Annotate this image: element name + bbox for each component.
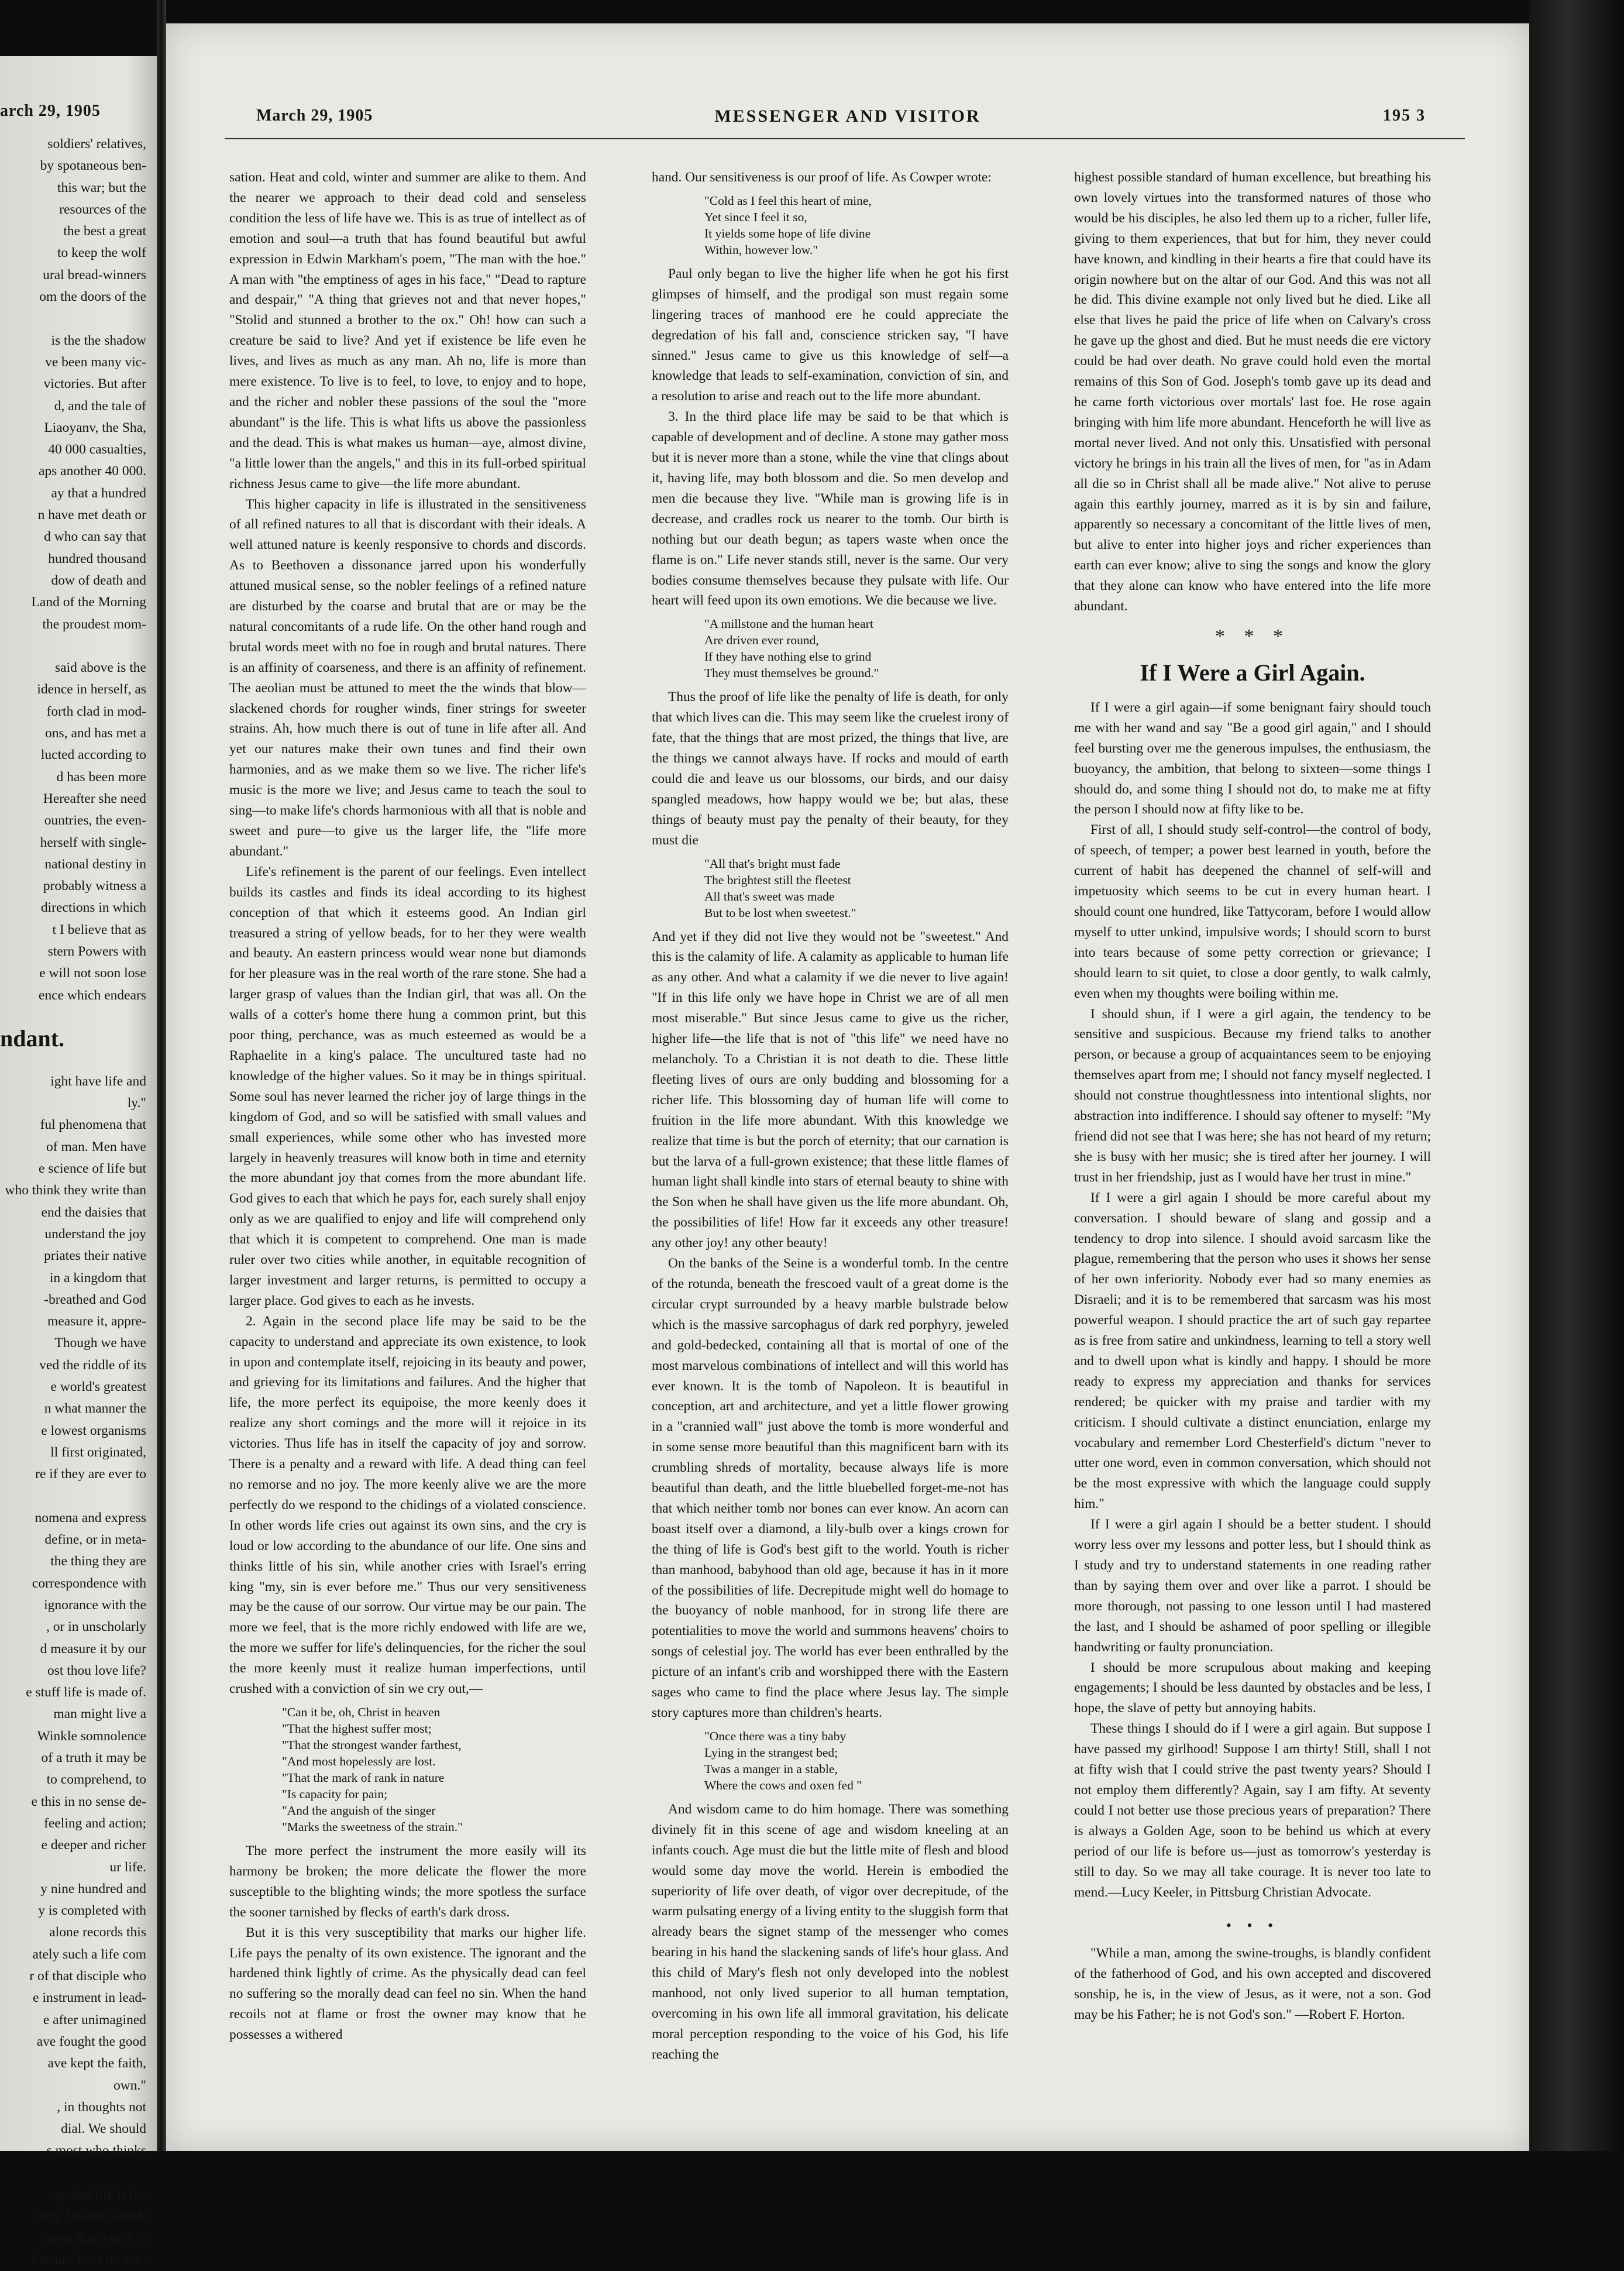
previous-page-edge	[0, 56, 157, 2267]
previous-page-line	[0, 635, 146, 657]
previous-page-line: d, and the tale of	[54, 398, 146, 414]
previous-page-line: ight have life and	[50, 1073, 146, 1089]
previous-page-line: e science of life but	[39, 1161, 146, 1177]
column-1	[229, 167, 586, 2045]
previous-page-line: e deeper and richer	[41, 1837, 146, 1853]
article-paragraph: And yet if they did not live they would not be "sweetest." And this is the calamity of life. A calamity as applicable to human life as any other. And what a calamity if we die never to live again! "If in this life only we have hope in Christ we are of all men most miserable." But since Jesus came to give us the richer, higher life—the life that is not of "this life" we need have no melancholy. To a Christian it is not death to die. These little fleeting lives of ours are only budding and blossoming for a richer life. This blossoming day of human life will come to fruition in the life more abundant. With this knowledge we realize that time is but the porch of eternity; that our carnation is but the larva of a full-grown existence; that these little flames of human light shall kindle into stars of eternal beauty to shine with the Son when he shall have given us the life more abundant. Oh, the possibilities of life! How far it exceeds any other treasure! any other joy! any other beauty!	[652, 929, 1009, 1251]
article-paragraph: Thus the proof of life like the penalty of life is death, for only that which lives can die. This may seem like the cruelest irony of fate, that the things that are most prized, the things that live, are the things we cannot always have. If rocks and mould of earth could die and leave us our blossoms, our birds, and our daisy spangled meadows, how happy would we be; but alas, these things of beauty must pay the penalty of their beauty, for they must die	[652, 689, 1009, 848]
previous-page-line: e world's greatest	[50, 1379, 146, 1395]
poem-quote	[704, 616, 1009, 681]
article-paragraph: 2. Again in the second place life may be said to be the capacity to understand and appreciate its own existence, to look in upon and contemplate itself, rejoicing in its beauty and power, and grieving for its limitations and failures. And the higher that life, the more perfect its equipoise, the more keenly does it realize any short comings and the more will it rejoice in its victories. Thus life has in itself the capacity of joy and sorrow. There is a penalty and a reward with life. A dead thing can feel no remorse and no joy. The more keenly alive we are the more perfectly do we respond to the chidings of a violated conscience. In other words life cries out against its own sins, and the cry is loud or low according to the abundance of our life. One sins and thinks little of his sin, while another cries with Israel's erring king "my, sin is ever before me." Thus our very sensitiveness may be the cause of our sorrow. Our virtue may be our pain. The more we feel, that is the more richly endowed with life are we, the more we suffer for life's delinquencies, for the richer the soul the more keenly must it realize human imperfections, until crushed with a conviction of sin we cry out,—	[229, 1313, 586, 1697]
section-separator: • • •	[1226, 1917, 1279, 1935]
poem-line: "That the highest suffer most;	[282, 1721, 432, 1736]
masthead-title: MESSENGER AND VISITOR	[714, 106, 981, 126]
previous-page-line: ved the riddle of its	[39, 1357, 146, 1373]
previous-page-line: understand the joy	[44, 1226, 146, 1242]
previous-page-line: njoy. In other words	[35, 2208, 146, 2224]
article-paragraph: These things I should do if I were a girl again. But suppose I have passed my girlhood! Suppose I am thirty! Still, shall I not at fifty wish that I could strive the past twenty years? Should I not employ them differently? Again, say I am fifty. At seventy could I not better use those precious years of preparation? There is always a Golden Age, soon to be behind us which at every period of our life is before us—just as tomorrow's yesterday is still to day. So we may all take courage. It is never too late to mend.—Lucy Keeler, in Pittsburg Christian Advocate.	[1074, 1721, 1431, 1900]
previous-page-line: ost thou love life?	[47, 1662, 146, 1678]
poem-line: "And most hopelessly are lost.	[282, 1754, 436, 1768]
previous-page-line: soldiers' relatives,	[47, 136, 146, 152]
poem-quote	[704, 193, 1009, 258]
previous-page-line: is the the shadow	[51, 332, 146, 348]
previous-page-line: Liaoyanv, the Sha,	[44, 420, 146, 435]
previous-page-line: priates their native	[44, 1248, 146, 1264]
poem-line: "Once there was a tiny baby	[704, 1729, 847, 1743]
previous-page-line: ween that which is	[43, 2230, 146, 2246]
previous-page-line: ll first originated,	[50, 1444, 146, 1460]
previous-page-line: define, or in meta-	[44, 1532, 146, 1548]
header-date: March 29, 1905	[256, 106, 373, 125]
previous-page-line: e stuff life is made of.	[26, 1685, 146, 1700]
previous-page-line: said above is the	[55, 660, 146, 676]
previous-page-line: lucted according to	[40, 747, 146, 763]
previous-page-line: ay that a hundred	[51, 485, 146, 501]
previous-page-line: Winkle somnolence	[37, 1728, 146, 1744]
article-paragraph: I should shun, if I were a girl again, the tendency to be sensitive and suspicious. Because my friend talks to another person, or because a group of acquaintances seem to be enjoying themselves apart from me; I should not fancy myself neglected. I should not construe thoughtlessness into intentional slights, nor abstraction into indifference. I should say oftener to myself: "My friend did not see that I was here; she has not heard of my return; she is busy with her music; she is tired after her journey. I will trust in her friendship, just as I would have her trust in mine."	[1074, 1006, 1431, 1185]
header-rule	[225, 138, 1465, 139]
poem-line: They must themselves be ground."	[704, 666, 879, 681]
previous-page-line: of a truth it may be	[41, 1750, 146, 1766]
article-paragraph: The more perfect the instrument the more easily will its harmony be broken; the more delicate the flower the more susceptible to the blighting winds; the more spotless the surface the sooner tarnished by flecks of earth's dark dross.	[229, 1843, 586, 1920]
page-gutter	[157, 0, 166, 2151]
previous-page-line: r of that disciple who	[29, 1968, 146, 1984]
previous-page-line: n have met death or	[37, 507, 146, 523]
previous-page-line: idence in herself, as	[37, 682, 146, 698]
quote-paragraph: "While a man, among the swine-troughs, is blandly confident of the fatherhood of God, and his own accepted and discovered sonship, he is, in the view of Jesus, as it were, not a son. God may be his Father; he is not God's son." —Robert F. Horton.	[1074, 1946, 1431, 2023]
article-paragraph: I should be more scrupulous about making and keeping engagements; I should be less daunted by obstacles and be less, I hope, the slave of petty but annoying habits.	[1074, 1660, 1431, 1716]
previous-page-line: y nine hundred and	[40, 1881, 146, 1896]
previous-page-line: e this in no sense de-	[31, 1794, 146, 1809]
article-paragraph: Life's refinement is the parent of our feelings. Even intellect builds its castles and finds its ideal according to its highest conception of that which it esteems good. An Indian girl treasured a string of yellow beads, for to her they were wealth and beauty. An eastern princess would wear none but diamonds for her pleasure was in the real worth of the rare stone. She had a larger grasp of values than the Indian girl, that was all. On the walls of a cotter's home there hung a common print, but this poor thing, perchance, was as much esteemed as would be a Raphaelite in a king's palace. The uncultured taste had no knowledge of the higher values. So it may be in things spiritual. Some soul has never learned the richer joy of large things in the kingdom of God, and so will be satisfied with small values and small experiences, while some other who has invested more largely in heavenly treasures will know both in time and eternity the more abundant joy that comes from the more abundant life. God gives to each that which he pays for, each surely shall enjoy only as we are qualified to enjoy and life will comprehend only that which it is competent to comprehend. One man is made ruler over two cities while another, in equitable recognition of larger investment and larger returns, is permitted to occupy a larger place. God gives to each as he invests.	[229, 864, 586, 1308]
previous-page-line: d measure it by our	[40, 1641, 146, 1657]
poem-line: All that's sweet was made	[704, 889, 835, 903]
page-number: 195 3	[1383, 106, 1426, 125]
previous-page-line: to comprehend, to	[46, 1772, 146, 1788]
previous-page-line: ural bread-winners	[43, 267, 146, 283]
previous-page-line: feeling and action;	[44, 1815, 146, 1831]
article-paragraph: 3. In the third place life may be said to be that which is capable of development and of decline. A stone may gather moss but it is never more than a stone, while the vine that clings about it, having life, may both blossom and die. So men develop and men die because they live. "While man is growing life is in decrease, and cradles rock us nearer to the tomb. Our birth is nothing but our death begun; as tapers waste when once the flame is on." Life never stands still, never is the same. Our very bodies consume themselves because they pulsate with life. Our heart will feed upon its own emotions. We die because we live.	[652, 409, 1009, 609]
poem-line: "Can it be, oh, Christ in heaven	[282, 1705, 441, 1719]
poem-line: Yet since I feel it so,	[704, 209, 807, 224]
previous-page-line: ur life.	[109, 1859, 146, 1875]
previous-page-line: herself with single-	[40, 834, 146, 850]
previous-page-line: alone records this	[49, 1925, 146, 1940]
previous-page-line: in a kingdom that	[49, 1270, 146, 1286]
previous-page-line: correspondence with	[32, 1575, 146, 1591]
article-paragraph: And wisdom came to do him homage. There was something divinely fit in this scene of age and wisdom kneeling at an infants couch. Age must die but the little mite of flesh and blood would some day move the world. Herein is embodied the superiority of life over death, of vigor over decrepitude, of the warm pulsating energy of a living entity to the sluggish form that already bears the signet stamp of the messenger who comes bearing in his hand the slackening sands of life's hour glass. And this child of Mary's flesh not only developed into the noblest manhood, not only lived superior to all human temptation, overcoming in his own life all immoral gravitation, his delicate moral perception responding to the voice of his God, his life reaching the	[652, 1801, 1009, 2062]
previous-page-line: Though we have	[54, 1335, 146, 1351]
previous-page-line: , in thoughts not	[57, 2099, 146, 2115]
previous-page-line: e will not soon lose	[39, 966, 146, 981]
article-paragraph: On the banks of the Seine is a wonderful tomb. In the centre of the rotunda, beneath the frescoed vault of a great dome is the circular crypt surrounded by a heavy marble bulstrade below which is the massive sarcophagus of dark red porphyry, jeweled and gold-bedecked, containing all that is mortal of one of the most marvelous combinations of intellect and will this world has ever known. It is the tomb of Napoleon. It is beautiful in conception, art and architecture, and yet a little flower growing in a "crannied wall" just above the tomb is more wonderful and in some sense more beautiful than this magnificent barn with its crumbling shreds of mortality, because always life is more beautiful than death, and the little bluebelled forget-me-not has that which neither tomb nor bones can ever know. An acorn can boast itself over a diamond, a lily-bulb over a kings crown for the thing of life is God's best gift to the world. Youth is richer than manhood, babyhood than old age, because it has in it more of the possibilities of life. Decrepitude might well do homage to the buoyancy of noble manhood, for in strong life there are potentialities to move the world and summons heavens' choirs to songs of celestial joy. The world has ever been enthralled by the picture of an infant's crib and worshipped there with the Eastern sages who came to find the place where Jesus lay. The simple story captures more than children's hearts.	[652, 1256, 1009, 1720]
previous-page-line: ave kept the faith,	[47, 2056, 146, 2071]
previous-page-line: to keep the wolf	[57, 245, 146, 261]
poem-line: It yields some hope of life divine	[704, 226, 871, 241]
previous-page-line: ave fought the good	[36, 2033, 146, 2049]
previous-page-line: forth clad in mod-	[46, 703, 146, 719]
previous-page-line: ignorance with the	[44, 1597, 146, 1613]
previous-page-line: aps another 40 000.	[38, 463, 146, 479]
previous-page-line: probably witness a	[43, 878, 146, 894]
article-paragraph: This higher capacity in life is illustrated in the sensitiveness of all refined natures to all that is discordant with their ideals. A well attuned nature is keenly responsive to chords and discords. As to Beethoven a dissonance jarred upon his wonderfully attuned musical sense, so the nobler feelings of a refined nature are disturbed by the coarse and brutal that are or may be the natural concomitants of a rude life. On the other hand rough and brutal words meet with no foe in rough and brutal natures. There is an affinity of coarseness, and there is an affinity of refinement. The aeolian must be attuned to meet the the winds that blow—slackened chords for rougher winds, finer strings for sweeter strains. Ah, how much there is out of tune in life after all. And yet our natures make their own tunes and find their own harmonies, and as we make them so we live. The richer life's music is the more we live; and Jesus came to teach the soul to sing—to make life's chords harmonious with all that is noble and sweet and pure—to give us the larger life, the "life more abundant."	[229, 496, 586, 859]
poem-line: If they have nothing else to grind	[704, 650, 872, 664]
previous-page-line: man might live a	[53, 1706, 146, 1722]
previous-page-line: hundred thousand	[48, 551, 146, 566]
previous-page-line: of man. Men have	[46, 1139, 146, 1155]
previous-page-line: measure it, appre-	[47, 1314, 146, 1329]
article-paragraph: First of all, I should study self-control—the control of body, of speech, of temper; a power best learned in youth, before the current of habit has deepened the channel of self-will and impetuosity which seems to be cut in every human heart. I should count one hundred, like Tattycoram, before I would allow myself to utter unkind, impulsive words; I should scorn to burst into tears because of some petty correction or grievance; I should learn to sit quiet, to close a door gently, to walk calmly, even when my thoughts were boiling within me.	[1074, 822, 1431, 1001]
previous-page-line: ately such a life com	[32, 1946, 146, 1962]
poem-line: Lying in the strangest bed;	[704, 1745, 838, 1760]
previous-page-line: , or in unscholarly	[46, 1619, 146, 1635]
poem-line: "Marks the sweetness of the strain."	[282, 1819, 463, 1834]
previous-page-line: n what manner the	[44, 1401, 146, 1417]
previous-page-line: Hereafter she need	[43, 791, 146, 806]
previous-page-line: ence which endears	[39, 987, 146, 1003]
previous-page-line: directions in which	[40, 900, 146, 916]
article-title: If I Were a Girl Again.	[1140, 659, 1365, 686]
newspaper-page	[166, 23, 1529, 2151]
article-paragraph: But it is this very susceptibility that marks our higher life. Life pays the penalty of its own existence. The ignorant and the hardened think lightly of crime. As the physically dead can feel no suffering so the morally dead can feel no sin. When the hand recoils not at flame or frost the owner may know that he possesses a withered	[229, 1925, 586, 2043]
previous-page-line	[0, 2162, 146, 2184]
previous-page-line: ve been many vic-	[45, 354, 146, 370]
previous-page-line: stern Powers with	[47, 943, 146, 959]
article-paragraph: hand. Our sensitiveness is our proof of life. As Cowper wrote:	[652, 170, 992, 185]
previous-page-line: e instrument in lead-	[33, 1990, 146, 2006]
article-paragraph: sation. Heat and cold, winter and summer are alike to them. And the nearer we approach to their dead cold and senseless condition the less of life have we. This is as true of intellect as of emotion and soul—a truth that has found beautiful but awful expression in Edwin Markham's poem, "The man with the hoe." A man with "the emptiness of ages in his face," "Dead to rapture and despair," "A thing that grieves not and that never hopes," "Stolid and stunned a brother to the ox." Oh! how can such a creature be said to live? And yet if existence be life even he lives, and lives as much as any man. Ah no, life is more than mere existence. To live is to feel, to love, to enjoy and to hope, and the richer and nobler these passions of the soul the "more abundant" is the life. This is what lifts us above the passionless and the dead. This is what makes us human—aye, almost divine, "a little lower than the angels," and this in its full-orbed spiritual richness Jesus came to give—the life more abundant.	[229, 170, 586, 492]
previous-page-line: re if they are ever to	[35, 1466, 146, 1482]
poem-line: "That the mark of rank in nature	[282, 1770, 445, 1785]
previous-page-line: s most who thinks	[46, 2143, 146, 2159]
poem-line: "And the anguish of the singer	[282, 1803, 436, 1818]
previous-page-line: dow of death and	[51, 572, 146, 588]
poem-line: "All that's bright must fade	[704, 856, 841, 871]
previous-page-line: ons, and has met a	[45, 726, 146, 741]
previous-page-line: who think they write than	[5, 1183, 146, 1198]
previous-page-line: -breathed and God	[44, 1291, 146, 1307]
previous-page-line: l stones have no sen-	[32, 2252, 146, 2267]
previous-page-line: om the doors of the	[39, 289, 146, 305]
previous-page-column	[0, 133, 146, 2271]
page-header	[166, 106, 1529, 136]
poem-quote	[704, 856, 1009, 921]
scan-edge	[1529, 0, 1624, 2151]
article-paragraph: If I were a girl again—if some benignant fairy should touch me with her wand and say "Be a good girl again," and I should feel bursting over me the generous impulses, the enthusiasm, the buoyancy, the ambition, that belong to sixteen—some things I should do, and some thing I should not do, to make me at fifty the person I should now at fifty like to be.	[1074, 699, 1431, 817]
previous-page-line: nomena and express	[35, 1510, 146, 1526]
previous-page-line	[0, 308, 146, 329]
poem-line: "Cold as I feel this heart of mine,	[704, 193, 872, 208]
previous-page-line: ly."	[127, 1095, 146, 1111]
poem-line: Twas a manger in a stable,	[704, 1761, 838, 1776]
article-paragraph: If I were a girl again I should be a better student. I should worry less over my lessons and potter less, but I should think as I study and try to understand statements in one reading rather than by saying them over and over like a parrot. I should be more thorough, not passing to one lesson until I had mastered the last, and I should be ashamed of poor spelling or illegible handwriting or faulty pronunciation.	[1074, 1517, 1431, 1655]
section-separator: * * *	[1215, 625, 1290, 647]
previous-page-line: d who can say that	[44, 529, 146, 545]
previous-page-line: ay that life is the	[54, 2187, 146, 2203]
poem-line: But to be lost when sweetest."	[704, 905, 856, 920]
previous-page-line: this war; but the	[57, 180, 146, 195]
previous-page-line: Land of the Morning	[31, 595, 146, 610]
poem-quote	[704, 1728, 1009, 1794]
previous-page-line: the thing they are	[50, 1554, 146, 1569]
poem-line: Where the cows and oxen fed "	[704, 1778, 862, 1792]
previous-page-line: 40 000 casualties,	[48, 442, 146, 458]
previous-page-line: the best a great	[63, 224, 146, 239]
column-3	[1074, 167, 1431, 2025]
column-2	[652, 167, 1009, 2065]
poem-line: "Is capacity for pain;	[282, 1786, 388, 1801]
article-paragraph: Paul only began to live the higher life when he got his first glimpses of himself, and the prodigal son must regain some lingering traces of manhood ere he could appreciate the degredation of his fall and, conscience stricken say, "I have sinned." Jesus came to give us this knowledge of self—a knowledge that leads to self-examination, conviction of sin, and a resolution to arise and reach out to the life more abundant.	[652, 266, 1009, 404]
previous-page-line: ful phenomena that	[40, 1117, 146, 1133]
previous-page-line: national destiny in	[44, 856, 146, 872]
article-paragraph: If I were a girl again I should be more careful about my conversation. I should beware of slang and gossip and a tendency to drop into silence. I should avoid sarcasm like the plague, remembering that the person who uses it shows her sense of her own inferiority. Nobody ever had so many enemies as Disraeli; and it is to be remembered that sarcasm was his most powerful weapon. I should practice the art of such gay repartee as is free from satire and unkindness, learning to tell a story well and to dwell upon what is kindly and happy. I should be more ready to express my appreciation and thanks for services rendered; be quicker with my praise and tardier with my criticism. I should cultivate a distinct enunciation, enlarge my vocabulary and remember Lord Chesterfield's dictum "never to utter one word, even in common conversation, which should not be the most expressive with which the language could supply him."	[1074, 1190, 1431, 1512]
previous-page-line	[0, 1486, 146, 1507]
previous-page-date: arch 29, 1905	[0, 102, 101, 120]
previous-page-line: the proudest mom-	[42, 616, 146, 632]
previous-page-line: own."	[113, 2077, 146, 2093]
previous-page-heading: ndant.	[0, 1025, 65, 1052]
poem-line: "A millstone and the human heart	[704, 617, 873, 631]
previous-page-line: y is completed with	[38, 1903, 146, 1919]
previous-page-line: d has been more	[56, 769, 146, 785]
poem-line: Within, however low."	[704, 242, 818, 257]
previous-page-line: by spotaneous ben-	[40, 158, 146, 174]
poem-quote	[282, 1704, 586, 1835]
previous-page-line: e lowest organisms	[41, 1423, 146, 1438]
previous-page-line: end the daisies that	[41, 1204, 146, 1220]
article-paragraph: highest possible standard of human excellence, but breathing his own lovely virtues into the transformed natures of those who would be his disciples, he also led them up to a richer, fuller life, giving to them experiences, that but for him, they never could have known, and kindling in their hearts a fire that could have its origin nowhere but on the altar of our God. And this was not all he did. This divine example not only lived but he died. Like all else that lives he paid the price of life when on Calvary's cross he gave up the ghost and died. But he must needs die ere victory could be had over death. No grave could hold even the mortal remains of this Son of God. Joseph's tomb gave up its dead and he came forth victorious over mortals' last foe. He rose again bringing with him life more abundant. Henceforth he will live as mortal never lived. And not only this. Unsatisfied with personal victory he brings in his train all the lives of men, for "as in Adam all die so in Christ shall all be made alive." Not alive to peruse again this earthly journey, marred as it is by sin and failure, apparently so necessary a concomitant of the little lives of men, but alive to enter into higher joys and richer experiences than earth can ever know; alive to sing the songs and know the glory that they alone can know who have entered into the life more abundant.	[1074, 170, 1431, 614]
previous-page-line: e after unimagined	[43, 2012, 146, 2028]
poem-line: "That the strongest wander farthest,	[282, 1737, 462, 1752]
previous-page-line: resources of the	[59, 201, 146, 217]
poem-line: Are driven ever round,	[704, 633, 819, 648]
previous-page-line: ountries, the even-	[44, 813, 146, 829]
previous-page-line: t I believe that as	[52, 922, 146, 937]
poem-line: The brightest still the fleetest	[704, 872, 851, 887]
previous-page-line: dial. We should	[61, 2121, 146, 2137]
previous-page-line: victories. But after	[43, 376, 146, 392]
